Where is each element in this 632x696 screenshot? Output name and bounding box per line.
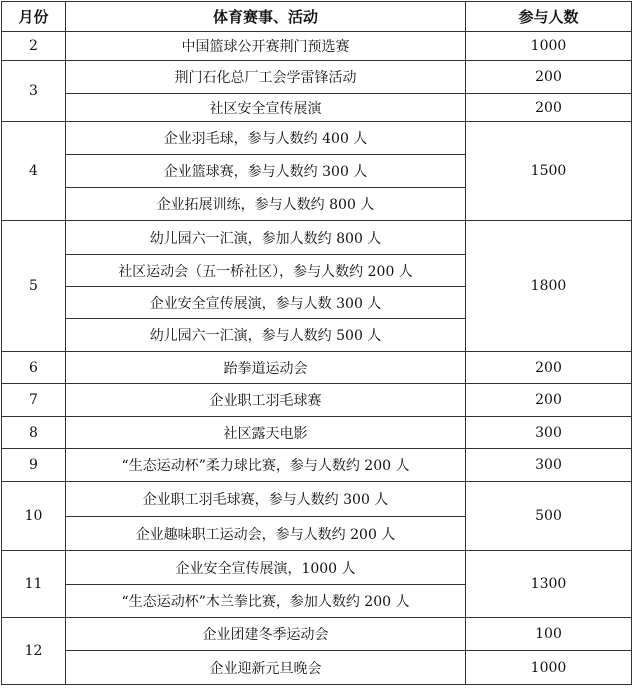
count-cell: 200 [466, 384, 632, 417]
table-row [2, 61, 632, 94]
month-cell: 7 [2, 384, 66, 417]
month-cell: 6 [2, 352, 66, 384]
table-row [2, 551, 632, 585]
event-cell: 企业羽毛球，参与人数约 400 人 [66, 122, 466, 155]
count-cell: 100 [466, 618, 632, 651]
month-column-header: 月份 [2, 2, 66, 32]
event-cell: 企业篮球赛，参与人数约 300 人 [66, 155, 466, 188]
month-cell: 12 [2, 618, 66, 685]
month-cell: 8 [2, 417, 66, 449]
count-column-header: 参与人数 [466, 2, 632, 32]
table-body [2, 32, 632, 685]
event-cell: “生态运动杯”木兰拳比赛，参加人数约 200 人 [66, 585, 466, 618]
count-cell: 1800 [466, 221, 632, 352]
event-cell: 企业迎新元旦晚会 [66, 651, 466, 685]
event-cell: 企业拓展训练，参与人数约 800 人 [66, 188, 466, 221]
event-cell: 幼儿园六一汇演，参加人数约 800 人 [66, 221, 466, 255]
event-cell: 企业职工羽毛球赛，参与人数约 300 人 [66, 482, 466, 517]
table-row [2, 651, 632, 685]
event-cell: 企业趣味职工运动会，参与人数约 200 人 [66, 517, 466, 551]
table-row [2, 482, 632, 517]
event-cell: 幼儿园六一汇演，参与人数约 500 人 [66, 319, 466, 352]
event-cell: 社区安全宣传展演 [66, 94, 466, 122]
event-cell: 企业安全宣传展演，参与人数 300 人 [66, 287, 466, 319]
event-cell: 社区露天电影 [66, 417, 466, 449]
event-cell: 跆拳道运动会 [66, 352, 466, 384]
count-cell: 300 [466, 417, 632, 449]
month-cell: 2 [2, 32, 66, 61]
table-row [2, 94, 632, 122]
header-row [2, 2, 632, 32]
count-cell: 1300 [466, 551, 632, 618]
count-cell: 200 [466, 61, 632, 94]
count-cell: 500 [466, 482, 632, 551]
table-row [2, 352, 632, 384]
events-table [1, 1, 632, 685]
count-cell: 1500 [466, 122, 632, 221]
month-cell: 3 [2, 61, 66, 122]
table-row [2, 618, 632, 651]
count-cell: 200 [466, 94, 632, 122]
table-row [2, 122, 632, 155]
month-cell: 10 [2, 482, 66, 551]
table-row [2, 449, 632, 482]
table-row [2, 417, 632, 449]
event-column-header: 体育赛事、活动 [66, 2, 466, 32]
table-header [2, 2, 632, 32]
event-cell: 企业安全宣传展演，1000 人 [66, 551, 466, 585]
table-row [2, 32, 632, 61]
table-row [2, 221, 632, 255]
month-cell: 5 [2, 221, 66, 352]
event-cell: 社区运动会（五一桥社区），参与人数约 200 人 [66, 255, 466, 287]
event-cell: 中国篮球公开赛荆门预选赛 [66, 32, 466, 61]
month-cell: 9 [2, 449, 66, 482]
month-cell: 11 [2, 551, 66, 618]
count-cell: 1000 [466, 32, 632, 61]
count-cell: 1000 [466, 651, 632, 685]
event-cell: “生态运动杯”柔力球比赛，参与人数约 200 人 [66, 449, 466, 482]
event-cell: 企业团建冬季运动会 [66, 618, 466, 651]
table-row [2, 384, 632, 417]
count-cell: 200 [466, 352, 632, 384]
count-cell: 300 [466, 449, 632, 482]
event-cell: 荆门石化总厂工会学雷锋活动 [66, 61, 466, 94]
event-cell: 企业职工羽毛球赛 [66, 384, 466, 417]
month-cell: 4 [2, 122, 66, 221]
